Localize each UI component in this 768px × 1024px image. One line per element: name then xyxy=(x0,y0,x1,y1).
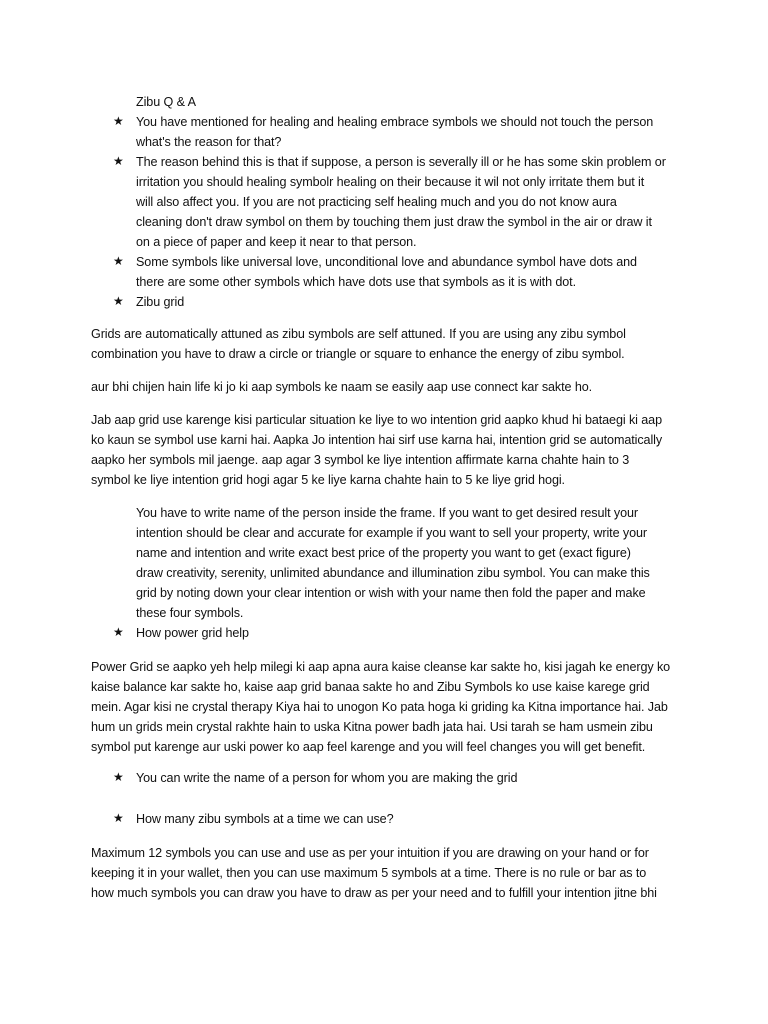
paragraph-maximum-line-3: how much symbols you can draw you have to draw as per your need and to fulfill your intention jitne bhi xyxy=(91,886,657,900)
bullet-write-name: You can write the name of a person for whom you are making the grid xyxy=(136,771,518,785)
star-bullet-icon: ★ xyxy=(113,625,124,639)
bullet-2-line-1: The reason behind this is that if suppose, a person is severally ill or he has some skin problem or xyxy=(136,155,666,169)
bullet-3-line-1: Some symbols like universal love, unconditional love and abundance symbol have dots and xyxy=(136,255,637,269)
bullet-2-line-3: will also affect you. If you are not practicing self healing much and you do not know aura xyxy=(136,195,617,209)
indented-block-line-2: intention should be clear and accurate for example if you want to sell your property, write your xyxy=(136,526,647,540)
bullet-1-line-2: what's the reason for that? xyxy=(136,135,282,149)
paragraph-aur-line-1: aur bhi chijen hain life ki jo ki aap symbols ke naam se easily aap use connect kar sakte ho. xyxy=(91,380,593,394)
star-bullet-icon: ★ xyxy=(113,254,124,268)
paragraph-maximum-line-1: Maximum 12 symbols you can use and use as per your intuition if you are drawing on your hand or for xyxy=(91,846,649,860)
bullet-2-line-5: on a piece of paper and keep it near to that person. xyxy=(136,235,417,249)
star-bullet-icon: ★ xyxy=(113,294,124,308)
bullet-power-grid: How power grid help xyxy=(136,626,249,640)
star-bullet-icon: ★ xyxy=(113,114,124,128)
indented-block-line-6: these four symbols. xyxy=(136,606,244,620)
paragraph-grids-line-1: Grids are automatically attuned as zibu symbols are self attuned. If you are using any zibu symbol xyxy=(91,327,626,341)
indented-block-line-4: draw creativity, serenity, unlimited abundance and illumination zibu symbol. You can make this xyxy=(136,566,650,580)
star-bullet-icon: ★ xyxy=(113,154,124,168)
bullet-1-line-1: You have mentioned for healing and healing embrace symbols we should not touch the person xyxy=(136,115,654,129)
paragraph-power-line-5: symbol put karenge aur uski power ko aap feel karenge and you will feel changes you will get benefit. xyxy=(91,740,646,754)
bullet-2-line-4: cleaning don't draw symbol on them by touching them just draw the symbol in the air or draw it xyxy=(136,215,652,229)
bullet-4-line-1: Zibu grid xyxy=(136,295,185,309)
bullet-3-line-2: there are some other symbols which have dots use that symbols as it is with dot. xyxy=(136,275,576,289)
star-bullet-icon: ★ xyxy=(113,811,124,825)
paragraph-power-line-1: Power Grid se aapko yeh help milegi ki aap apna aura kaise cleanse kar sakte ho, kisi jagah ke energy ko xyxy=(91,660,671,674)
indented-block-line-5: grid by noting down your clear intention or wish with your name then fold the paper and make xyxy=(136,586,646,600)
indented-block-line-1: You have to write name of the person inside the frame. If you want to get desired result your xyxy=(136,506,638,520)
doc-heading: Zibu Q & A xyxy=(136,95,196,109)
paragraph-power-line-3: mein. Agar kisi ne crystal therapy Kiya hai to unogon Ko pata hoga ki griding ka Kitna importance hai. Jab xyxy=(91,700,668,714)
bullet-how-many: How many zibu symbols at a time we can use? xyxy=(136,812,394,826)
paragraph-jab-line-3: aapko her symbols mil jaenge. aap agar 3 symbol ke liye intention affirmate karna chahte hain to 3 xyxy=(91,453,630,467)
paragraph-grids-line-2: combination you have to draw a circle or triangle or square to enhance the energy of zibu symbol. xyxy=(91,347,625,361)
paragraph-maximum-line-2: keeping it in your wallet, then you can use maximum 5 symbols at a time. There is no rule or bar as to xyxy=(91,866,647,880)
indented-block-line-3: name and intention and write exact best price of the property you want to get (exact figure) xyxy=(136,546,631,560)
paragraph-jab-line-2: ko kaun se symbol use karni hai. Aapka Jo intention hai sirf use karna hai, intention grid se automatically xyxy=(91,433,663,447)
paragraph-jab-line-4: symbol ke liye intention grid hogi agar 5 ke liye karna chahte hain to 5 ke liye grid hogi. xyxy=(91,473,565,487)
star-bullet-icon: ★ xyxy=(113,770,124,784)
bullet-2-line-2: irritation you should healing symbolr healing on their because it wil not only irritate them but it xyxy=(136,175,645,189)
paragraph-jab-line-1: Jab aap grid use karenge kisi particular situation ke liye to wo intention grid aapko khud hi bataegi ki aap xyxy=(91,413,662,427)
paragraph-power-line-4: hum un grids mein crystal rakhte hain to uska Kitna power badh jata hai. Usi tarah se ham usmein zibu xyxy=(91,720,653,734)
paragraph-power-line-2: kaise balance kar sakte ho, kaise aap grid banaa sakte ho and Zibu Symbols ko use kaise karege grid xyxy=(91,680,650,694)
